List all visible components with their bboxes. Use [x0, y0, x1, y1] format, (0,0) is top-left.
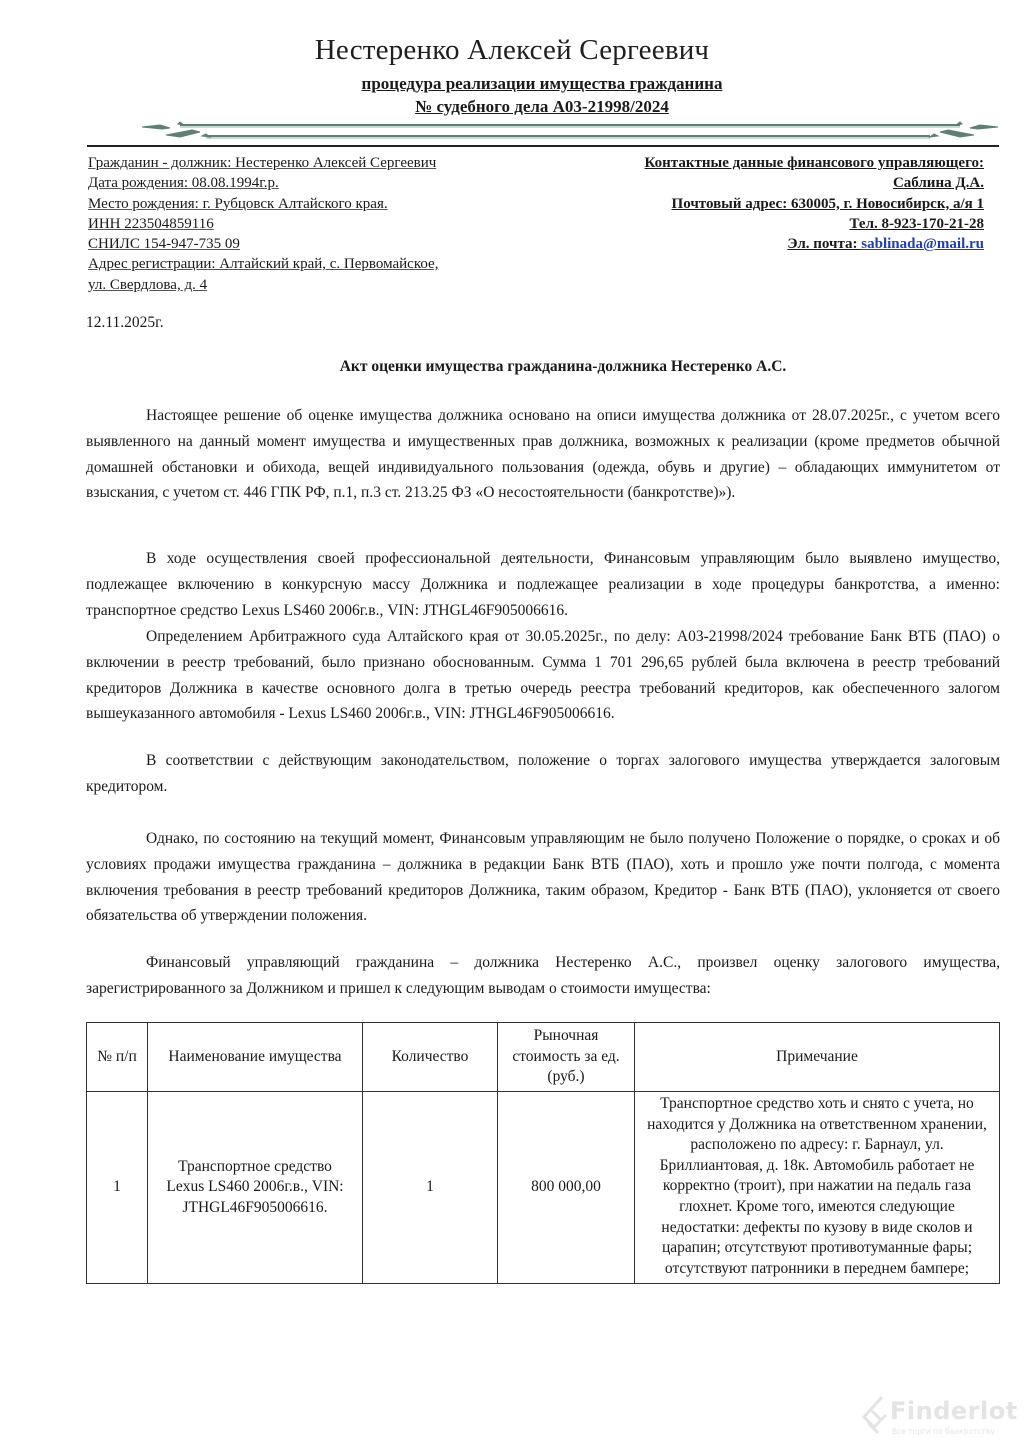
watermark-brand: Finderlot	[890, 1397, 1018, 1425]
email-label: Эл. почта:	[787, 236, 862, 253]
manager-name: Саблина Д.А.	[892, 175, 984, 192]
cell-quantity: 1	[363, 1092, 498, 1284]
document-date: 12.11.2025г.	[86, 314, 164, 331]
debtor-inn: ИНН 223504859116	[88, 215, 214, 232]
paragraph-court-ruling: Определением Арбитражного суда Алтайского края от 30.05.2025г., по делу: А03-21998/2024 требование Банк ВТБ (ПАО) о включении в реестр требований, было признано обоснованным. Сумма 1 701 296,65 рублей была включена в реестр требований кредиторов Должника в качестве основного долга в третью очередь реестра требований кредиторов, как обеспеченного залогом вышеуказанного автомобиля - Lexus LS460 2006г.в., VIN: JTHGL46F905006616.	[86, 628, 1000, 723]
paragraph-property-found: В ходе осуществления своей профессиональной деятельности, Финансовым управляющим было выявлено имущество, подлежащее включению в конкурсную массу Должника и подлежащее реализации в ходе процедуры банкротства, а именно: транспортное средство Lexus LS460 2006г.в., VIN: JTHGL46F905006616.	[86, 550, 1000, 619]
cell-number: 1	[87, 1092, 148, 1284]
phone: Тел. 8-923-170-21-28	[849, 215, 984, 232]
paragraph-valuation-intro: Финансовый управляющий гражданина – должника Нестеренко А.С., произвел оценку залогового имущества, зарегистрированного за Должником и пришел к следующим выводам о стоимости имущества:	[86, 954, 1000, 997]
col-number: № п/п	[87, 1023, 148, 1092]
debtor-address-line2: ул. Свердлова, д. 4	[88, 276, 208, 293]
cell-name: Транспортное средство Lexus LS460 2006г.в., VIN: JTHGL46F905006616.	[148, 1092, 363, 1284]
debtor-birthplace: Место рождения: г. Рубцовск Алтайского края.	[88, 195, 388, 212]
col-price: Рыночная стоимость за ед. (руб.)	[498, 1023, 635, 1092]
postal-address: Почтовый адрес: 630005, г. Новосибирск, а/я 1	[671, 195, 984, 212]
table-row	[87, 1092, 1000, 1284]
debtor-info-block	[88, 153, 438, 295]
watermark-tagline: Все торги по банкротству	[892, 1427, 995, 1436]
manager-contacts-block	[645, 153, 985, 254]
finderlot-watermark	[860, 1395, 1020, 1445]
debtor-birthdate: Дата рождения: 08.08.1994г.р.	[88, 175, 279, 192]
debtor-address-line1: Адрес регистрации: Алтайский край, с. Первомайское,	[88, 256, 439, 273]
asset-valuation-table	[86, 1022, 1000, 1284]
debtor-name-heading: Нестеренко Алексей Сергеевич	[314, 34, 710, 66]
col-note: Примечание	[635, 1023, 1000, 1092]
email-link[interactable]: sablinada@mail.ru	[861, 236, 984, 253]
decorative-divider-icon	[140, 118, 1000, 144]
procedure-subtitle: процедура реализации имущества гражданина	[361, 74, 723, 93]
col-name: Наименование имущества	[148, 1023, 363, 1092]
header-rule	[87, 145, 999, 147]
case-number: № судебного дела А03-21998/2024	[415, 97, 669, 116]
debtor-snils: СНИЛС 154-947-735 09	[88, 236, 240, 253]
paragraph-legislation: В соответствии с действующим законодательством, положение о торгах залогового имущества утверждается залоговым кредитором.	[86, 752, 1000, 795]
table-header-row	[87, 1023, 1000, 1092]
paragraph-basis: Настоящее решение об оценке имущества должника основано на описи имущества должника от 28.07.2025г., с учетом всего выявленного на данный момент имущества и имущественных прав должника, возможных к реализации (кроме предметов обычной домашней обстановки и обихода, вещей индивидуального пользования (одежда, обувь и другие) – обладающих иммунитетом от взыскания, с учетом ст. 446 ГПК РФ, п.1, п.3 ст. 213.25 ФЗ «О несостоятельности (банкротстве)»).	[86, 407, 1000, 502]
paragraph-creditor-evasion: Однако, по состоянию на текущий момент, Финансовым управляющим не было получено Положение о порядке, о сроках и об условиях продажи имущества гражданина – должника в редакции Банк ВТБ (ПАО), хоть и прошло уже почти полгода, с момента включения требования в реестр требований кредиторов Должника, таким образом, Кредитор - Банк ВТБ (ПАО), уклоняется от своего обязательства об утверждении положения.	[86, 830, 1000, 925]
cell-note: Транспортное средство хоть и снято с учета, но находится у Должника на ответственном хранении, расположено по адресу: г. Барнаул, ул. Бриллиантовая, д. 18к. Автомобиль работает не корректно (троит), при нажатии на педаль газа глохнет. Кроме того, имеются следующие недостатки: дефекты по кузову в виде сколов и царапин; отсутствуют противотуманные фары; отсутствуют патронники в переднем бампере;	[635, 1092, 1000, 1284]
debtor-fullname: Гражданин - должник: Нестеренко Алексей Сергеевич	[88, 155, 437, 171]
contacts-title: Контактные данные финансового управляющего:	[644, 155, 984, 171]
col-quantity: Количество	[363, 1023, 498, 1092]
act-title: Акт оценки имущества гражданина-должника Нестеренко А.С.	[339, 358, 787, 375]
email-line	[645, 234, 985, 254]
finderlot-logo-icon	[860, 1395, 890, 1439]
cell-price: 800 000,00	[498, 1092, 635, 1284]
